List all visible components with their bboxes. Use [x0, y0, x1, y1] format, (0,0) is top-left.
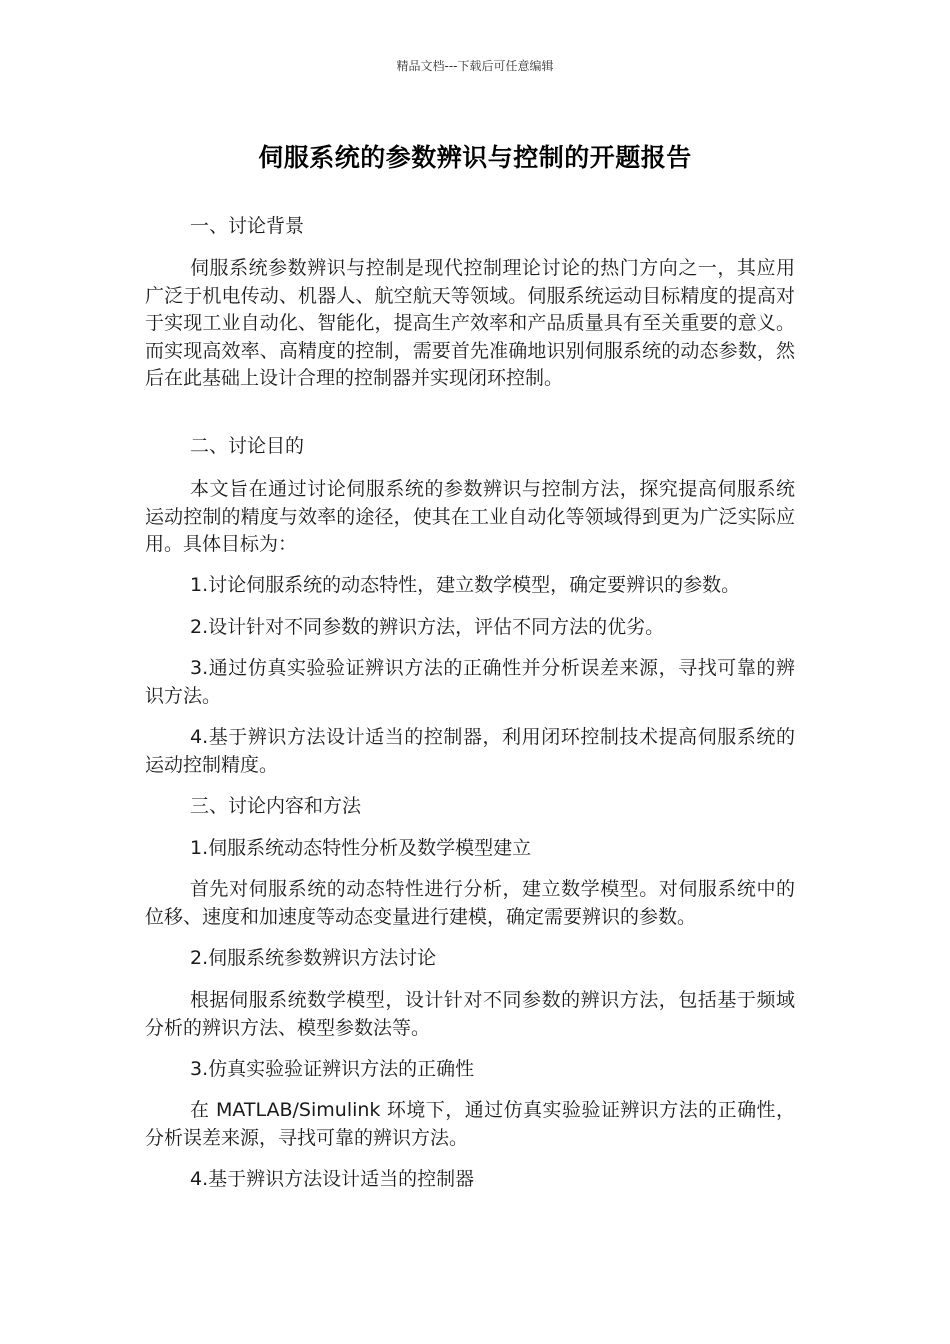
goal-item-1: 1.讨论伺服系统的动态特性，建立数学模型，确定要辨识的参数。 [190, 574, 741, 596]
paragraph-content-1: 首先对伺服系统的动态特性进行分析，建立数学模型。对伺服系统中的位移、速度和加速度等动态变量进行建模，确定需要辨识的参数。 [145, 878, 795, 928]
paragraph-content-2: 根据伺服系统数学模型，设计针对不同参数的辨识方法，包括基于频域分析的辨识方法、模型参数法等。 [145, 989, 795, 1039]
header-note: 精品文档---下载后可任意编辑 [396, 59, 554, 73]
goal-item-3: 3.通过仿真实验验证辨识方法的正确性并分析误差来源，寻找可靠的辨识方法。 [145, 657, 795, 707]
paragraph-content-3: 在 MATLAB/Simulink 环境下，通过仿真实验验证辨识方法的正确性，分析误差来源，寻找可靠的辨识方法。 [145, 1099, 795, 1149]
content-subheading-2: 2.伺服系统参数辨识方法讨论 [190, 947, 437, 969]
goal-item-2: 2.设计针对不同参数的辨识方法，评估不同方法的优劣。 [190, 616, 665, 638]
content-subheading-3: 3.仿真实验验证辨识方法的正确性 [190, 1058, 475, 1080]
content-subheading-1: 1.伺服系统动态特性分析及数学模型建立 [190, 837, 532, 859]
section-heading-background: 一、讨论背景 [190, 215, 305, 237]
document-title: 伺服系统的参数辨识与控制的开题报告 [258, 143, 692, 172]
section-heading-purpose: 二、讨论目的 [190, 435, 305, 457]
goal-item-4: 4.基于辨识方法设计适当的控制器，利用闭环控制技术提高伺服系统的运动控制精度。 [145, 726, 795, 776]
section-heading-content: 三、讨论内容和方法 [190, 795, 362, 817]
content-subheading-4: 4.基于辨识方法设计适当的控制器 [190, 1168, 475, 1190]
paragraph-purpose: 本文旨在通过讨论伺服系统的参数辨识与控制方法，探究提高伺服系统运动控制的精度与效率的途径，使其在工业自动化等领域得到更为广泛实际应用。具体目标为： [145, 478, 795, 555]
paragraph-background: 伺服系统参数辨识与控制是现代控制理论讨论的热门方向之一，其应用广泛于机电传动、机器人、航空航天等领域。伺服系统运动目标精度的提高对于实现工业自动化、智能化，提高生产效率和产品质量具有至关重要的意义。而实现高效率、高精度的控制，需要首先准确地识别伺服系统的动态参数，然后在此基础上设计合理的控制器并实现闭环控制。 [145, 257, 795, 389]
